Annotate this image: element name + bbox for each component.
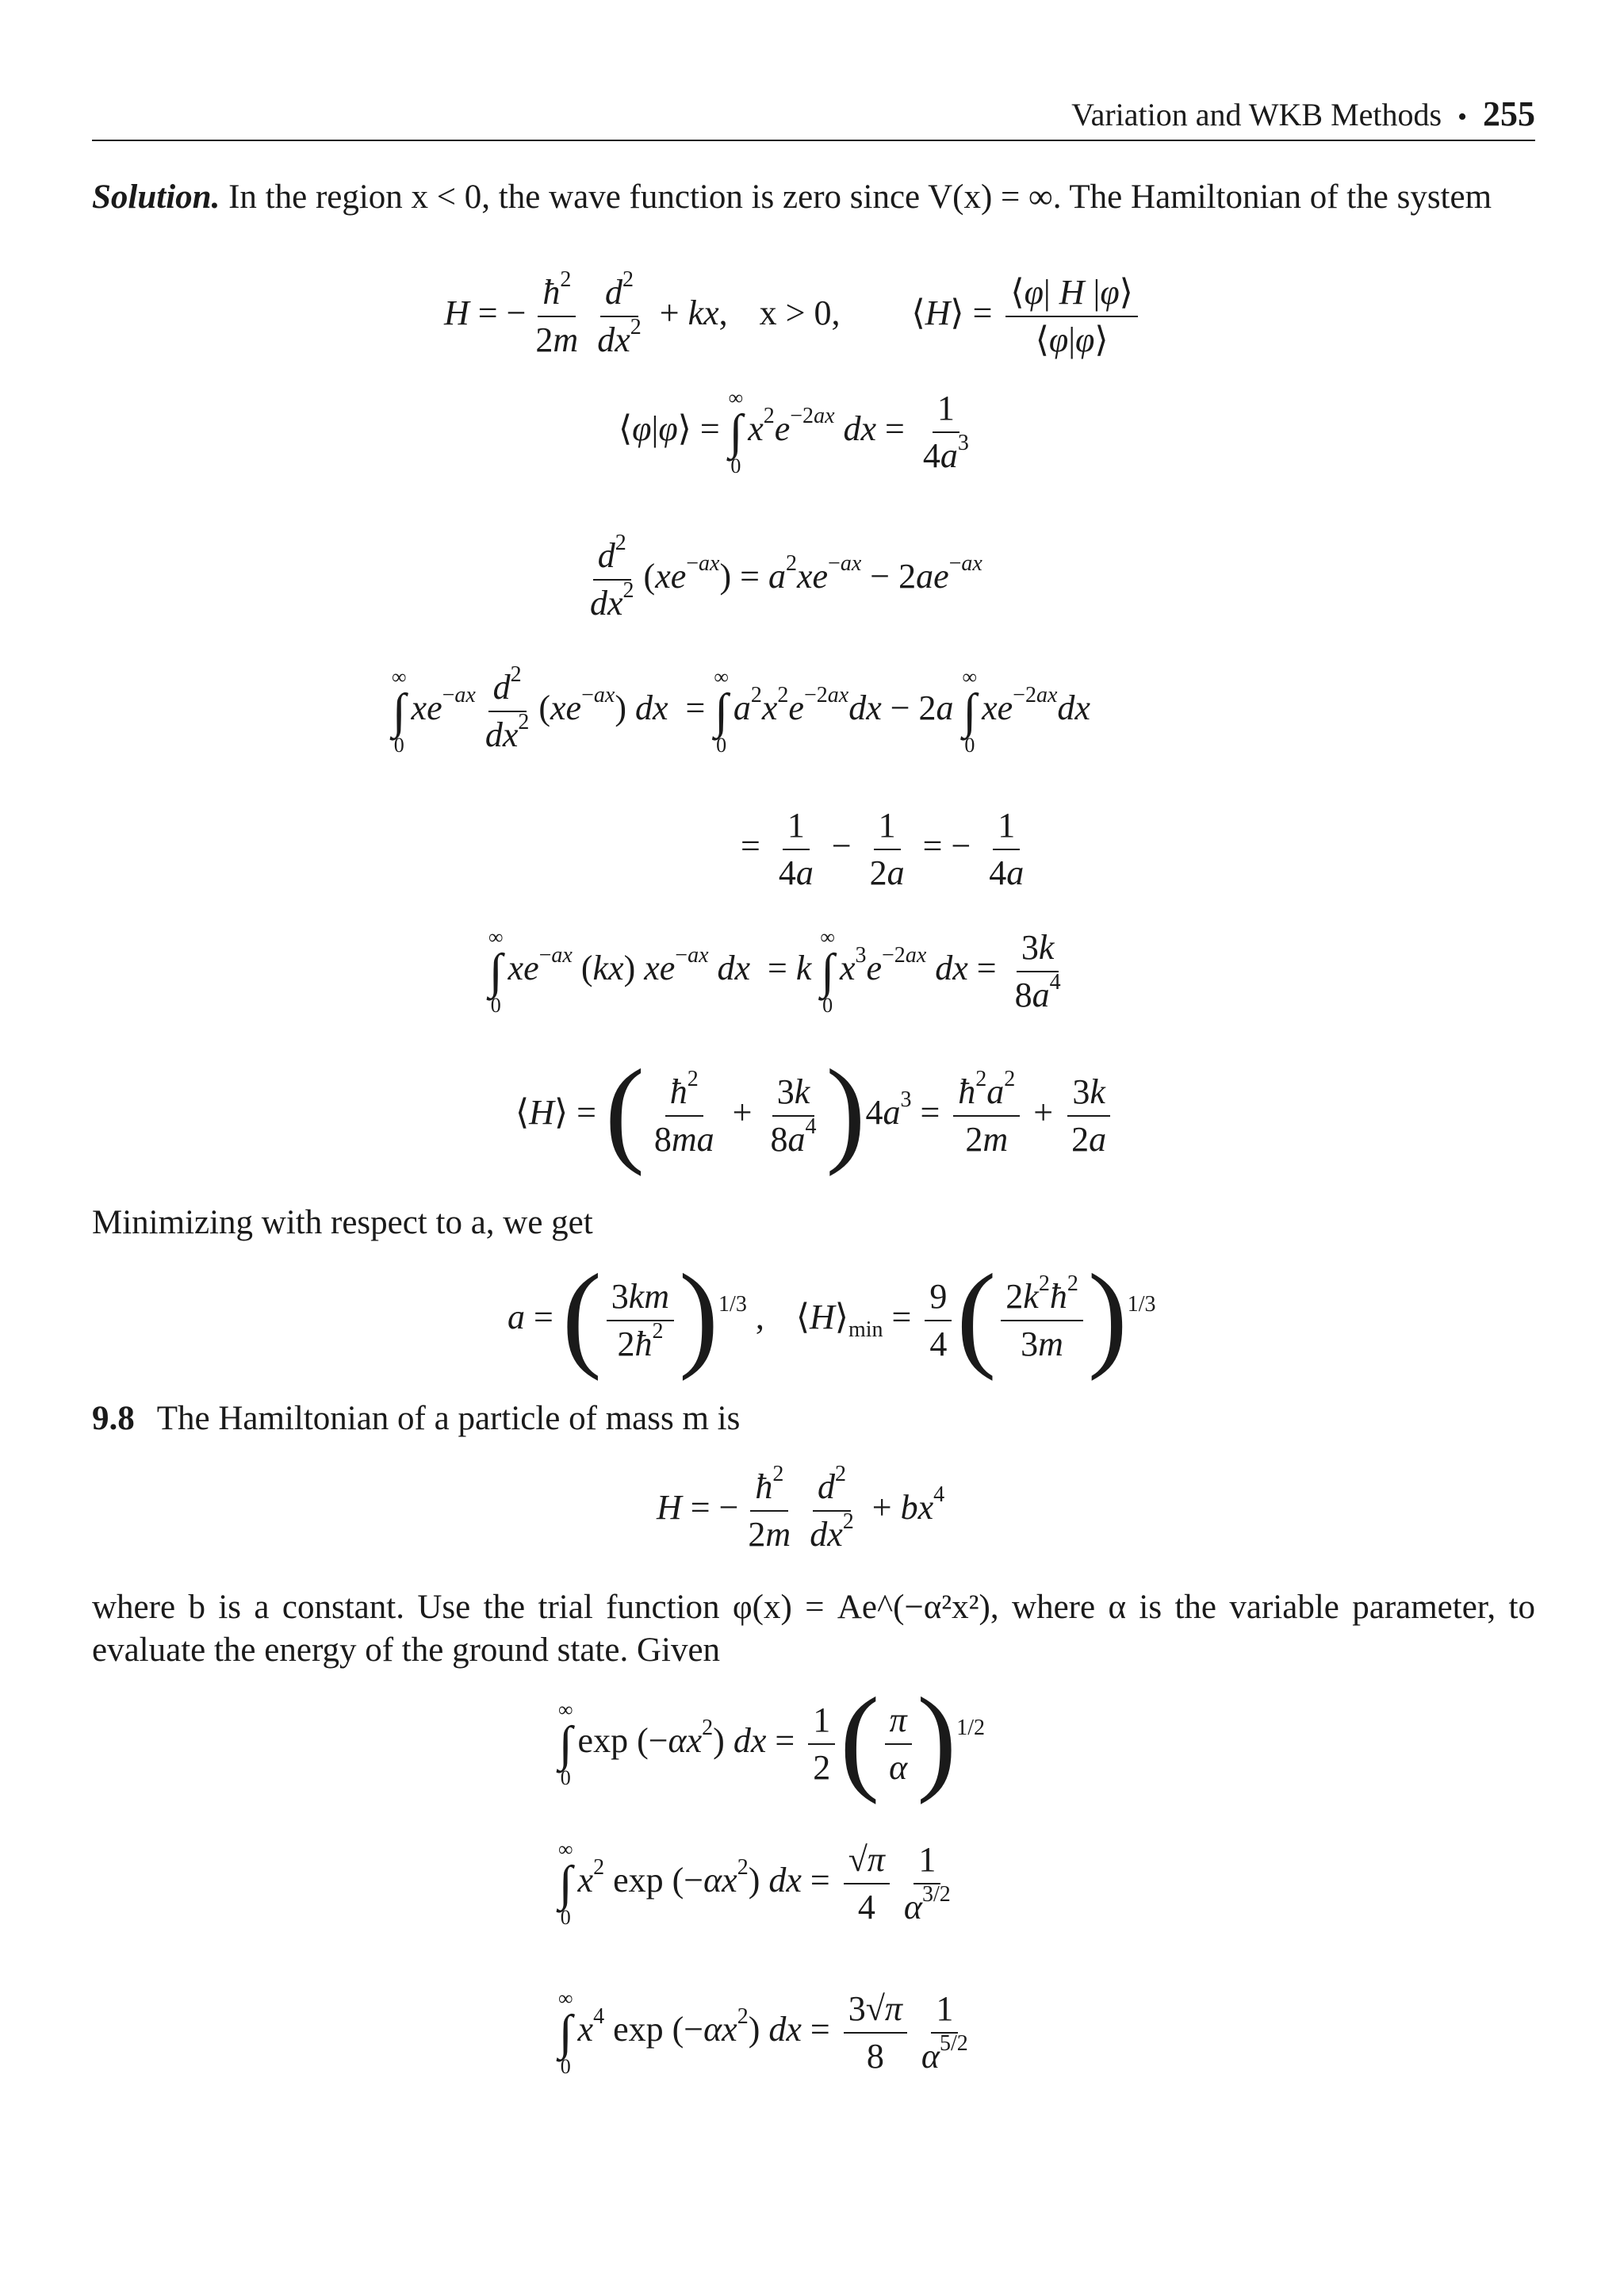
problem-number: 9.8 bbox=[92, 1400, 135, 1437]
solution-text: In the region x < 0, the wave function is zero since V(x) = ∞. The Hamiltonian of the system bbox=[228, 178, 1492, 216]
eq-expectation-value: ⟨H⟩ = ( $\frac{ħ^2}{8ma}$ + $\frac{3k}{8a^4}$ )$4a^3$ = $\frac{ħ^2a^2}{2m}$ + $\frac{3k}{2a}$ bbox=[515, 1069, 1116, 1163]
running-title: Variation and WKB Methods bbox=[1071, 97, 1442, 132]
eq-problem-hamiltonian: H = − $\frac{ħ^2}{2m}$ $\frac{d^2}{dx^2}$ + $bx^4$ bbox=[657, 1462, 945, 1554]
solution-lead: Solution. bbox=[92, 178, 220, 216]
eq-second-derivative: $\frac{d^2}{dx^2}$ $(xe^{-ax}) = a^2xe^{-ax} - 2ae^{-ax}$ bbox=[590, 531, 982, 623]
eq-given-2: ∞ ∫ 0 $x^2$ $\exp (-\alpha x^2)$ dx = $\frac{√\pi}{4}$ $\frac{1}{\alpha^{3/2}}$ bbox=[558, 1838, 951, 1929]
problem-instructions: where b is a constant. Use the trial function φ(x) = Ae^(−α²x²), where α is the variable parameter, to evaluate the energy of the ground state. Given bbox=[92, 1589, 1535, 1669]
eq-potential-integral: ∞ ∫ 0 $xe^{-ax}$ (kx) $xe^{-ax}$ dx = k ∞ ∫ 0 $x^3e^{-2ax}$ dx = $\frac{3k}{8a^4}$ bbox=[488, 926, 1061, 1017]
eq-minimum: a = ( $\frac{3km}{2ħ^2}$ )$^{1/3}$ , $⟨H⟩_{min}$ = $\frac{9}{4}$ ( $\frac{2k^2ħ^2}{3m}$ )$^{1/3}$ bbox=[508, 1250, 1156, 1382]
minimizing-text: Minimizing with respect to a, we get bbox=[92, 1204, 593, 1241]
page-number: 255 bbox=[1483, 94, 1535, 133]
bullet-separator: • bbox=[1457, 102, 1467, 132]
eq-kinetic-result: = $\frac{1}{4a}$ − $\frac{1}{2a}$ = − $\frac{1}{4a}$ bbox=[741, 803, 1033, 896]
eq-kinetic-integral: ∞ ∫ 0 $xe^{-ax}$ $\frac{d^2}{dx^2}$ $(xe^{-ax})$ dx = ∞ ∫ 0 $a^2x^2e^{-2ax}dx - 2a$ ∞ ∫ 0 $xe^{-2ax}dx$ bbox=[392, 662, 1090, 757]
eq-hamiltonian: H = − $\frac{ħ^2}{2m}$ $\frac{d^2}{dx^2}$ + kx, x > 0, ⟨H⟩ = $\frac{⟨\varphi| H |\varphi⟩}{⟨\varphi|\varphi⟩}$ bbox=[444, 270, 1143, 363]
problem-statement bbox=[92, 1397, 1535, 1440]
eq-given-3: ∞ ∫ 0 $x^4$ $\exp (-\alpha x^2)$ dx = $\frac{3√\pi}{8}$ $\frac{1}{\alpha^{5/2}}$ bbox=[558, 1987, 968, 2078]
running-header bbox=[1071, 94, 1535, 134]
header-rule bbox=[92, 140, 1535, 141]
problem-text: The Hamiltonian of a particle of mass m is bbox=[156, 1400, 741, 1437]
solution-paragraph bbox=[92, 176, 1535, 219]
eq-normalization: ⟨φ|φ⟩ = ∞ ∫ 0 $x^2e^{-2ax}$ dx = $\frac{1}{4a^3}$ bbox=[619, 386, 969, 477]
eq-given-1: ∞ ∫ 0 $\exp (-\alpha x^2)$ dx = $\frac{1}{2}$ ( $\frac{\pi}{\alpha}$ )$^{1/2}$ bbox=[558, 1673, 985, 1805]
